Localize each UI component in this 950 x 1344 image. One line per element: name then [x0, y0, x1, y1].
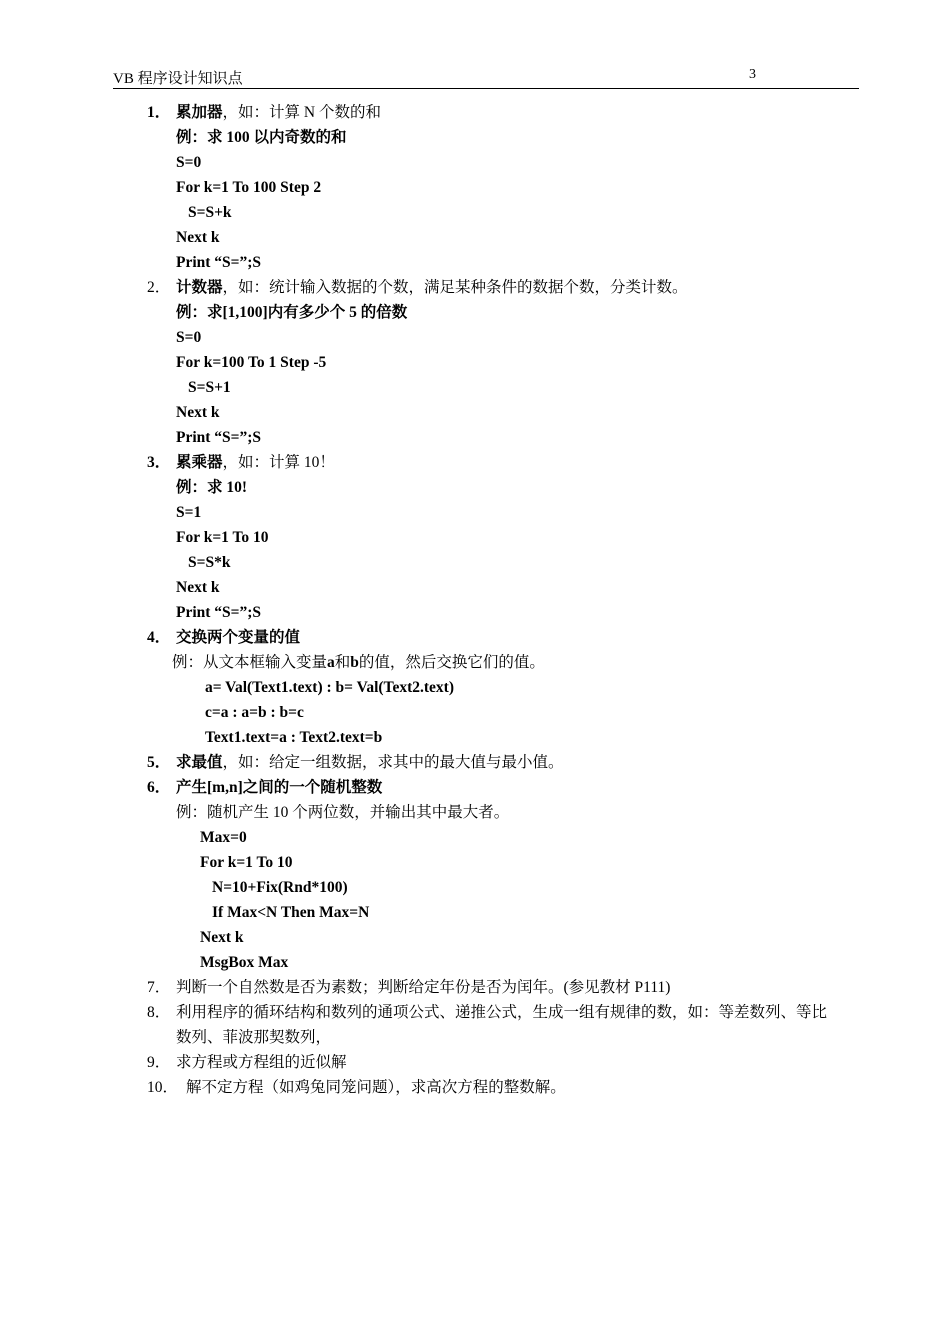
header-title: VB 程序设计知识点 [113, 71, 243, 87]
code-line: a= Val(Text1.text) : b= Val(Text2.text) [205, 679, 455, 696]
code-line: Next k [200, 929, 244, 946]
code-line: N=10+Fix(Rnd*100) [212, 879, 348, 896]
code-line: Text1.text=a : Text2.text=b [205, 729, 383, 746]
item-text: 判断一个自然数是否为素数；判断给定年份是否为闰年。(参见教材 P111) [176, 979, 671, 996]
code-line: Print “S=”;S [176, 429, 262, 446]
list-item [0, 1000, 950, 1025]
item-number: 8． [147, 1004, 171, 1021]
code-line: Print “S=”;S [176, 604, 262, 621]
code-line: Print “S=”;S [176, 254, 262, 271]
item-number: 6． [147, 779, 171, 796]
code-line: S=S+k [188, 204, 232, 221]
code-line: S=0 [176, 154, 202, 171]
item-number: 5． [147, 754, 171, 771]
item-text: 求方程或方程组的近似解 [176, 1054, 347, 1071]
list-item [0, 275, 950, 300]
item-heading: 累乘器 [176, 454, 223, 471]
list-item [0, 625, 950, 650]
item-number: 10． [147, 1079, 179, 1096]
list-item [0, 450, 950, 475]
code-line: MsgBox Max [200, 954, 289, 971]
code-line: Next k [176, 404, 220, 421]
code-line: S=0 [176, 329, 202, 346]
code-line: Next k [176, 579, 220, 596]
code-line: For k=1 To 100 Step 2 [176, 179, 322, 196]
item-heading: 交换两个变量的值 [176, 629, 301, 646]
list-item [0, 1075, 950, 1100]
item-text: 解不定方程（如鸡兔同笼问题），求高次方程的整数解。 [186, 1079, 566, 1096]
code-line: c=a : a=b : b=c [205, 704, 304, 721]
code-line: Next k [176, 229, 220, 246]
code-line: For k=100 To 1 Step -5 [176, 354, 327, 371]
item-text: 利用程序的循环结构和数列的通项公式、递推公式，生成一组有规律的数，如：等差数列、等比 [176, 1004, 828, 1021]
code-line: Max=0 [200, 829, 247, 846]
item-heading: 产生[m,n]之间的一个随机整数 [176, 779, 383, 796]
example-title: 例：求[1,100]内有多少个 5 的倍数 [176, 304, 408, 321]
code-line: For k=1 To 10 [176, 529, 269, 546]
item-number: 1． [147, 104, 171, 121]
list-item [0, 975, 950, 1000]
code-line: For k=1 To 10 [200, 854, 293, 871]
example-intro: 例：随机产生 10 个两位数，并输出其中最大者。 [176, 804, 510, 821]
list-item [0, 1050, 950, 1075]
item-heading: 计数器 [176, 279, 223, 296]
list-item [0, 750, 950, 775]
code-line: If Max<N Then Max=N [212, 904, 370, 921]
page-number: 3 [749, 67, 756, 82]
item-number: 3． [147, 454, 171, 471]
code-line: S=S+1 [188, 379, 231, 396]
document-body [0, 100, 950, 1100]
item-text: ，如：统计输入数据的个数，满足某种条件的数据个数，分类计数。 [222, 279, 688, 296]
code-line: S=1 [176, 504, 202, 521]
item-text: ，如：给定一组数据，求其中的最大值与最小值。 [222, 754, 564, 771]
example-title: 例：求 10! [176, 479, 248, 496]
item-heading: 求最值 [176, 754, 223, 771]
example-intro: 例：从文本框输入变量a和b的值，然后交换它们的值。 [172, 654, 545, 671]
example-title: 例：求 100 以内奇数的和 [176, 129, 347, 146]
item-text-continued: 数列、菲波那契数列， [176, 1029, 332, 1046]
item-heading: 累加器 [176, 104, 223, 121]
item-text: ，如：计算 10！ [222, 454, 335, 471]
page-header [113, 64, 859, 89]
item-number: 7． [147, 979, 171, 996]
item-number: 9． [147, 1054, 171, 1071]
list-item [0, 775, 950, 800]
item-number: 2． [147, 279, 171, 296]
list-item [0, 100, 950, 125]
code-line: S=S*k [188, 554, 231, 571]
item-number: 4． [147, 629, 171, 646]
item-text: ，如：计算 N 个数的和 [222, 104, 381, 121]
